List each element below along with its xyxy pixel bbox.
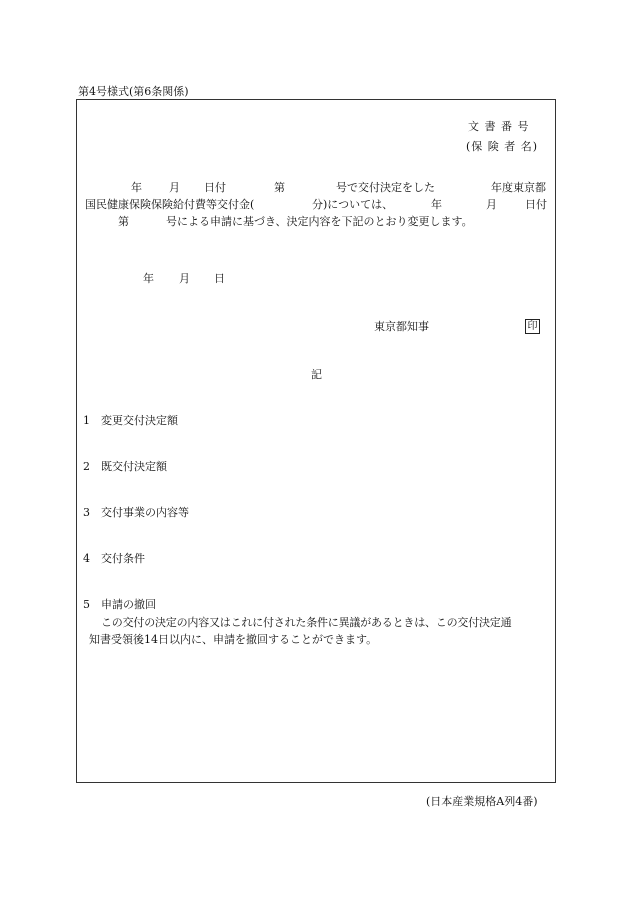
item-2-label: 既交付決定額 bbox=[101, 460, 167, 473]
body-l2-b: 分)については、 bbox=[312, 198, 394, 211]
item-1-num: 1 bbox=[83, 414, 90, 427]
body-l1-month: 月 bbox=[169, 181, 180, 194]
body-l1-tail: 号で交付決定をした bbox=[336, 181, 435, 194]
body-l2-year: 年 bbox=[431, 198, 442, 211]
form-id: 第4号様式(第6条関係) bbox=[78, 85, 189, 98]
item-5-label: 申請の撤回 bbox=[101, 598, 156, 611]
ki-heading: 記 bbox=[311, 368, 322, 381]
body-l2-a: 国民健康保険保険給付費等交付金( bbox=[85, 198, 255, 211]
item-2-num: 2 bbox=[83, 460, 90, 473]
date-year: 年 bbox=[143, 272, 154, 285]
item-4-label: 交付条件 bbox=[101, 552, 145, 565]
governor: 東京都知事 bbox=[374, 320, 429, 333]
date-month: 月 bbox=[179, 272, 190, 285]
item-5-num: 5 bbox=[83, 598, 90, 611]
body-l2-month: 月 bbox=[486, 198, 497, 211]
body-l2-day: 日付 bbox=[525, 198, 547, 211]
withdrawal-text-2: 知書受領後14日以内に、申請を撤回することができます。 bbox=[89, 633, 378, 646]
body-l1-end: 年度東京都 bbox=[491, 181, 546, 194]
date-day: 日 bbox=[214, 272, 225, 285]
body-l1-day: 日付 bbox=[204, 181, 226, 194]
body-l1-dai: 第 bbox=[274, 181, 285, 194]
seal-mark bbox=[525, 319, 540, 334]
item-3-label: 交付事業の内容等 bbox=[101, 506, 189, 519]
seal-stamp: 印 bbox=[525, 319, 540, 334]
insurer-label: (保 険 者 名) bbox=[466, 140, 539, 153]
item-4-num: 4 bbox=[83, 552, 90, 565]
item-3-num: 3 bbox=[83, 506, 90, 519]
body-l1-year: 年 bbox=[131, 181, 142, 194]
doc-number-label: 文 書 番 号 bbox=[468, 120, 530, 133]
item-1-label: 変更交付決定額 bbox=[101, 414, 178, 427]
body-l3-tail: 号による申請に基づき、決定内容を下記のとおり変更します。 bbox=[166, 215, 473, 228]
footer-note: (日本産業規格A列4番) bbox=[426, 795, 538, 808]
body-l3-dai: 第 bbox=[118, 215, 129, 228]
withdrawal-text-1: この交付の決定の内容又はこれに付された条件に異議があるときは、この交付決定通 bbox=[101, 616, 512, 629]
